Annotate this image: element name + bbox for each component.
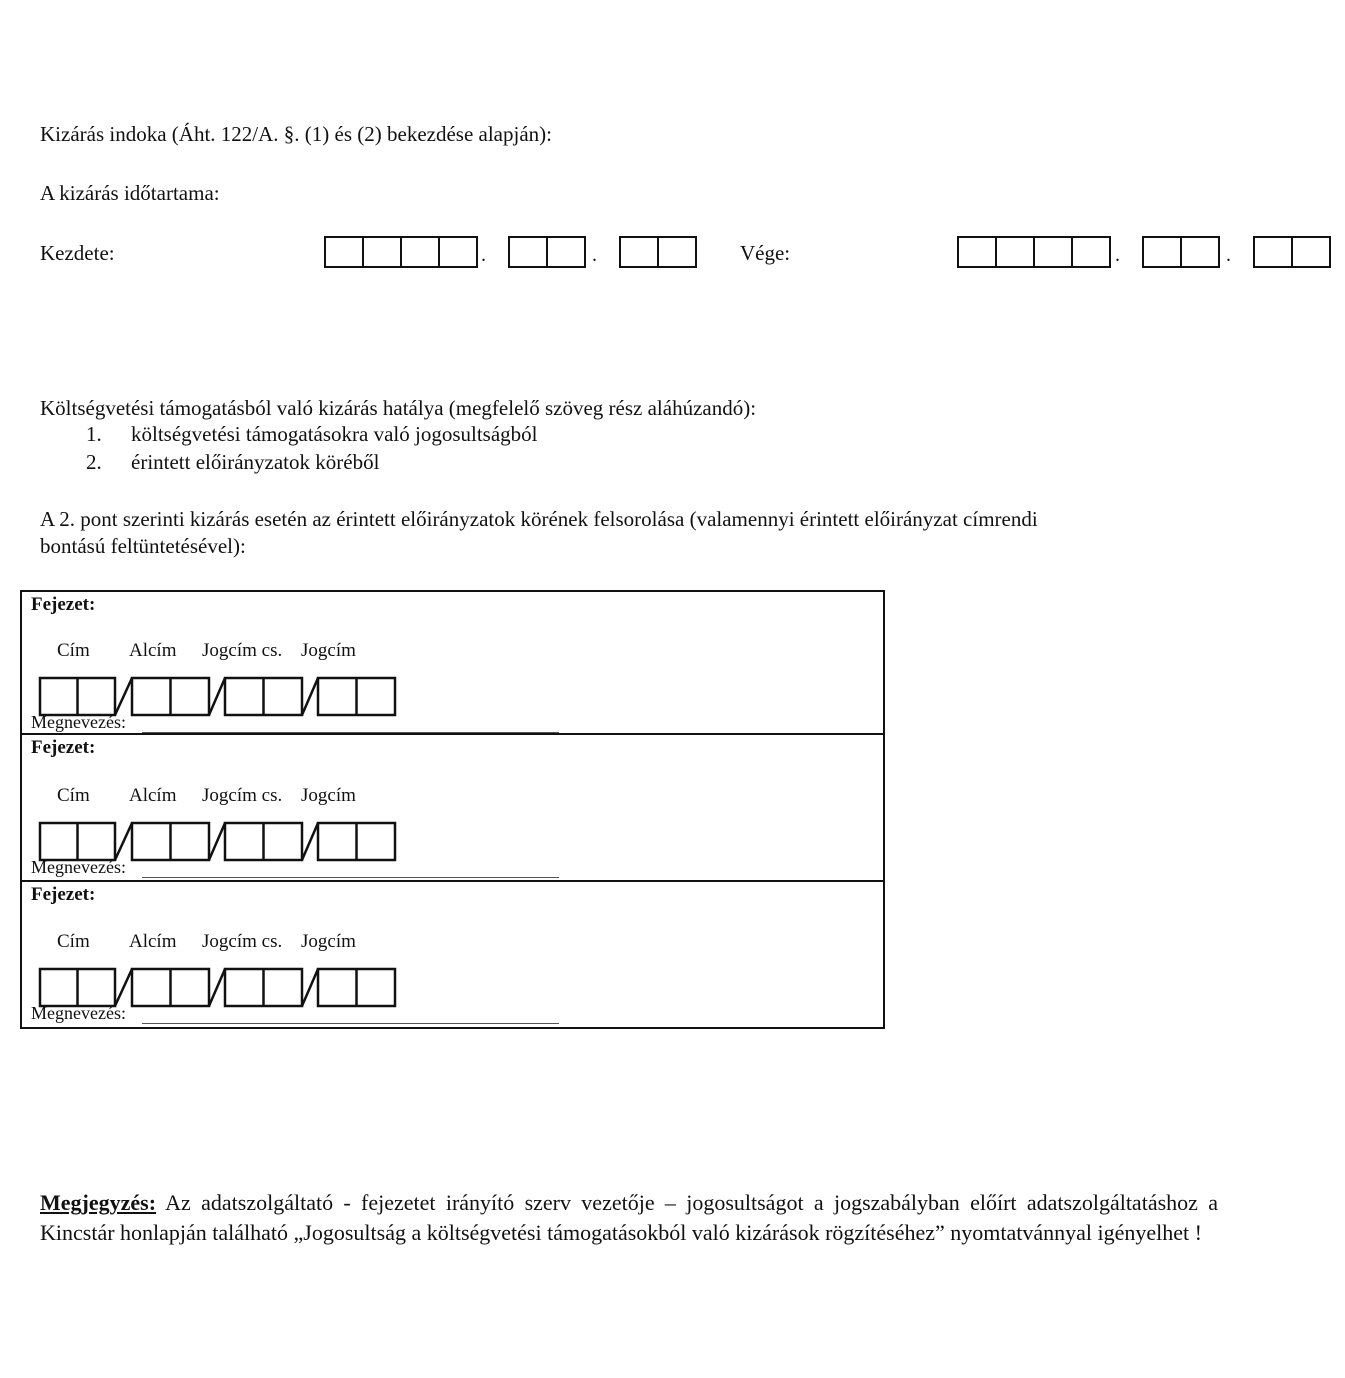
- note-text: Az adatszolgáltató - fejezetet irányító szerv vezetője – jogosultságot a jogszabályban előírt adatszolgáltatáshoz a Kincstár honlapján található „Jogosultság a költségvetési támogatásokból való kizárások rögzítéséhez” nyomtatvánnyal igényelhet !: [40, 1190, 1218, 1245]
- date-separator: .: [1115, 244, 1120, 266]
- col-jogcimcs: Jogcím cs.: [202, 640, 283, 661]
- col-jogcimcs: Jogcím cs.: [202, 785, 283, 806]
- digit-box[interactable]: [324, 236, 364, 268]
- digit-box[interactable]: [1253, 236, 1293, 268]
- col-alcim: Alcím: [129, 785, 177, 806]
- note-label: Megjegyzés:: [40, 1190, 157, 1215]
- col-cim: Cím: [57, 785, 90, 806]
- start-month-boxes[interactable]: [508, 236, 584, 266]
- digit-box[interactable]: [995, 236, 1035, 268]
- digit-box[interactable]: [438, 236, 478, 268]
- col-cim: Cím: [57, 640, 90, 661]
- col-jogcim: Jogcím: [301, 931, 356, 952]
- duration-label: A kizárás időtartama:: [40, 181, 220, 205]
- digit-box[interactable]: [1071, 236, 1111, 268]
- col-cim: Cím: [57, 931, 90, 952]
- chapter-label: Fejezet:: [31, 737, 96, 758]
- col-alcim: Alcím: [129, 931, 177, 952]
- digit-box[interactable]: [1291, 236, 1331, 268]
- col-jogcim: Jogcím: [301, 640, 356, 661]
- end-month-boxes[interactable]: [1142, 236, 1218, 266]
- digit-box[interactable]: [1180, 236, 1220, 268]
- col-alcim: Alcím: [129, 640, 177, 661]
- digit-box[interactable]: [546, 236, 586, 268]
- digit-box[interactable]: [657, 236, 697, 268]
- chapter-label: Fejezet:: [31, 594, 96, 615]
- name-line[interactable]: [142, 877, 559, 878]
- code-slash: [302, 823, 318, 860]
- list-number: 2.: [86, 450, 102, 474]
- end-label: Vége:: [740, 241, 791, 265]
- end-year-boxes[interactable]: [957, 236, 1109, 266]
- date-separator: .: [1226, 244, 1231, 266]
- digit-box[interactable]: [1142, 236, 1182, 268]
- start-day-boxes[interactable]: [619, 236, 695, 266]
- digit-box[interactable]: [619, 236, 659, 268]
- code-boxes[interactable]: [38, 676, 398, 716]
- chapter-label: Fejezet:: [31, 884, 96, 905]
- list-item[interactable]: [86, 450, 538, 478]
- chapter-section: [20, 590, 885, 735]
- reason-label: Kizárás indoka (Áht. 122/A. §. (1) és (2) bekezdése alapján):: [40, 122, 552, 146]
- chapter-section: [20, 735, 885, 882]
- col-jogcimcs: Jogcím cs.: [202, 931, 283, 952]
- code-slash: [209, 823, 225, 860]
- code-slash: [209, 969, 225, 1006]
- date-separator: .: [481, 244, 486, 266]
- code-boxes[interactable]: [38, 821, 398, 861]
- digit-box[interactable]: [400, 236, 440, 268]
- date-separator: .: [592, 244, 597, 266]
- start-year-boxes[interactable]: [324, 236, 476, 266]
- code-boxes[interactable]: [38, 967, 398, 1007]
- list-item[interactable]: [86, 422, 538, 450]
- name-label: Megnevezés:: [31, 857, 126, 877]
- col-jogcim: Jogcím: [301, 785, 356, 806]
- digit-box[interactable]: [1033, 236, 1073, 268]
- code-slash: [115, 823, 132, 860]
- listing-label-cont: bontású feltüntetésével):: [40, 534, 246, 558]
- name-line[interactable]: [142, 1023, 559, 1024]
- chapter-section: [20, 882, 885, 1029]
- start-label: Kezdete:: [40, 241, 115, 265]
- code-slash: [302, 678, 318, 715]
- digit-box[interactable]: [362, 236, 402, 268]
- effect-label: Költségvetési támogatásból való kizárás hatálya (megfelelő szöveg rész aláhúzandó):: [40, 396, 757, 420]
- digit-box[interactable]: [508, 236, 548, 268]
- list-number: 1.: [86, 422, 102, 446]
- digit-box[interactable]: [957, 236, 997, 268]
- list-text: érintett előirányzatok köréből: [131, 450, 380, 474]
- code-slash: [115, 678, 132, 715]
- name-label: Megnevezés:: [31, 1003, 126, 1023]
- end-day-boxes[interactable]: [1253, 236, 1329, 266]
- effect-options: [86, 422, 538, 478]
- note: [40, 1188, 1218, 1248]
- code-slash: [302, 969, 318, 1006]
- name-label: Megnevezés:: [31, 712, 126, 732]
- code-slash: [209, 678, 225, 715]
- name-line[interactable]: [142, 732, 559, 733]
- listing-label: A 2. pont szerinti kizárás esetén az érintett előirányzatok körének felsorolása (valamennyi érintett előirányzat címrendi: [40, 507, 1038, 531]
- list-text: költségvetési támogatásokra való jogosultságból: [131, 422, 538, 446]
- code-slash: [115, 969, 132, 1006]
